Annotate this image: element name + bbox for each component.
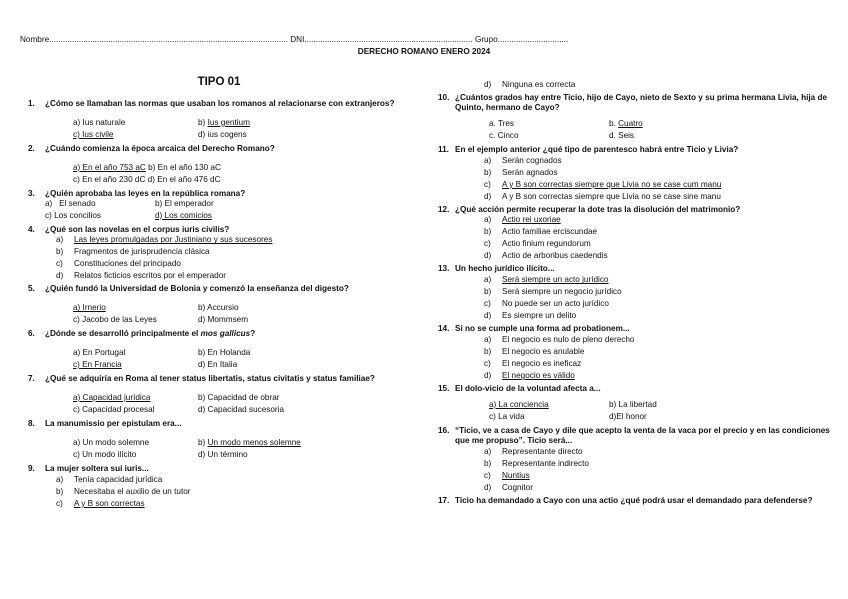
- question-3: 3. ¿Quién aprobaba las leyes en la república romana? a) El senado b) El emperador c) Los concilios d) Los comicios: [28, 189, 433, 223]
- question-text: ¿Qué acción permite recuperar la dote tras la disolución del matrimonio?: [455, 204, 741, 214]
- exam-subject: DERECHO ROMANO ENERO 2024: [357, 47, 491, 56]
- option[interactable]: a) Representante directo: [484, 446, 583, 456]
- option[interactable]: c) La vida: [489, 411, 525, 421]
- option[interactable]: b) Serán agnados: [484, 167, 558, 177]
- option[interactable]: a) En el año 753 aC: [73, 162, 146, 172]
- option[interactable]: d) Cognitor: [484, 482, 533, 492]
- question-14: 14. Si no se cumple una forma ad probationem... a) El negocio es nulo de pleno derecho b) El negocio es anulable c) El negocio es ineficaz d) El negocio es válido: [438, 324, 838, 382]
- option[interactable]: b) Representante indirecto: [484, 458, 589, 468]
- question-text: ¿Qué se adquiría en Roma al tener status libertatis, status civitatis y status familiae?: [45, 374, 375, 384]
- option[interactable]: c) No puede ser un acto jurídico: [484, 299, 609, 309]
- right-column: [438, 79, 838, 505]
- option[interactable]: d) Actio de arboribus caedendis: [484, 251, 608, 261]
- question-text: La mujer soltera sui iuris...: [45, 463, 149, 473]
- option[interactable]: a) Serán cognados: [484, 155, 562, 165]
- question-8: 8. La manumissio per epistulam era... a) Un modo solemne b) Un modo menos solemne c) Un modo ilícito d) Un término: [28, 419, 433, 462]
- question-11: 11. En el ejemplo anterior ¿qué tipo de parentesco habrá entre Ticio y Livia? a) Serán cognados b) Serán agnados c) A y B son correctas siempre que Livia no se case cum manu d) A y B son correctas siempre que Livia no se case sine manu: [438, 145, 838, 203]
- question-17: 17. Ticio ha demandado a Cayo con una actio ¿qué podrá usar el demandado para defenderse?: [438, 495, 813, 505]
- option[interactable]: d) Es siempre un delito: [484, 311, 577, 321]
- question-text: ¿Qué son las novelas en el corpus iuris civilis?: [45, 224, 230, 234]
- option[interactable]: c) En Francia: [73, 360, 122, 370]
- option[interactable]: b) Actio familiae erciscundae: [484, 227, 598, 237]
- option[interactable]: a) Será siempre un acto jurídico: [484, 275, 609, 285]
- option[interactable]: a) El senado: [45, 198, 96, 208]
- option[interactable]: a) Actio rei uxoriae: [484, 215, 561, 225]
- question-6: 6. ¿Dónde se desarrolló principalmente el mos gallicus? a) En Portugal b) En Holanda c) En Francia d) En Italia: [28, 329, 433, 372]
- option[interactable]: b) El emperador: [155, 198, 214, 208]
- question-text: Ticio ha demandado a Cayo con una actio ¿qué podrá usar el demandado para defenderse?: [455, 495, 813, 505]
- option[interactable]: d) Mommsem: [198, 315, 249, 325]
- option[interactable]: d) Capacidad sucesoria: [198, 404, 285, 414]
- option[interactable]: a) Ius naturale: [73, 117, 126, 127]
- option[interactable]: a) Un modo solemne: [73, 437, 149, 447]
- question-text: La manumissio per epistulam era...: [45, 418, 182, 428]
- option[interactable]: b) En el año 130 aC: [148, 162, 221, 172]
- question-12: 12. ¿Qué acción permite recuperar la dote tras la disolución del matrimonio? a) Actio rei uxoriae b) Actio familiae erciscundae c) Actio finium regundorum d) Actio de arboribus caedendis: [438, 205, 838, 263]
- question-7: 7. ¿Qué se adquiría en Roma al tener status libertatis, status civitatis y status familiae? a) Capacidad jurídica b) Capacidad de obrar c) Capacidad procesal d) Capacidad sucesoria: [28, 374, 433, 417]
- option[interactable]: d) En el año 476 dC: [147, 174, 221, 184]
- option[interactable]: a) La conciencia: [489, 399, 549, 409]
- option[interactable]: c) Actio finium regundorum: [484, 239, 591, 249]
- question-5: 5. ¿Quién fundó la Universidad de Bolonia y comenzó la enseñanza del digesto? a) Irnerio b) Accursio c) Jacobo de las Leyes d) Mommsem: [28, 284, 433, 327]
- option[interactable]: d. Seis: [609, 130, 635, 140]
- exam-type: TIPO 01: [197, 76, 241, 88]
- option[interactable]: a) El negocio es nulo de pleno derecho: [484, 335, 635, 345]
- option[interactable]: d) Un término: [198, 449, 248, 459]
- option[interactable]: c) En el año 230 dC: [73, 174, 146, 184]
- left-column: [28, 97, 433, 510]
- question-16: 16. “Ticio, ve a casa de Cayo y dile que acepto la venta de la vaca por el precio y en las condiciones que me propuso”. Ticio será... a) Representante directo b) Representante indirecto c) Nuntius d) Cognitor: [438, 426, 838, 494]
- option[interactable]: c) Constituciones del principado: [56, 259, 181, 269]
- option[interactable]: a) Capacidad jurídica: [73, 392, 151, 402]
- option[interactable]: b) Necesitaba el auxilio de un tutor: [56, 486, 191, 496]
- option[interactable]: d) ius cogens: [198, 129, 247, 139]
- option[interactable]: a. Tres: [489, 118, 515, 128]
- option[interactable]: c) Un modo ilícito: [73, 449, 137, 459]
- option[interactable]: b) Será siempre un negocio jurídico: [484, 287, 622, 297]
- option[interactable]: c) Capacidad procesal: [73, 404, 155, 414]
- header-line: Nombre......................................................................................................... DNI.......................................................................... Grupo...............................: [20, 35, 569, 44]
- option[interactable]: c) A y B son correctas siempre que Livia no se case cum manu: [484, 179, 722, 189]
- question-text: ¿Quién fundó la Universidad de Bolonia y comenzó la enseñanza del digesto?: [45, 284, 349, 294]
- option[interactable]: b) En Holanda: [198, 348, 251, 358]
- option[interactable]: c) Nuntius: [484, 470, 530, 480]
- question-text: ¿Quién aprobaba las leyes en la república romana?: [45, 188, 246, 198]
- question-text: “Ticio, ve a casa de Cayo y dile que acepto la venta de la vaca por el precio y en las condiciones que me propuso”. Ticio será...: [455, 425, 830, 445]
- question-text: El dolo-vicio de la voluntad afecta a...: [455, 384, 601, 394]
- option[interactable]: a) Irnerio: [73, 303, 106, 313]
- question-1: 1. ¿Cómo se llamaban las normas que usaban los romanos al relacionarse con extranjeros? a) Ius naturale b) Ius gentium c) Ius civile d) ius cogens: [28, 99, 433, 142]
- question-10: 10. ¿Cuántos grados hay entre Ticio, hijo de Cayo, nieto de Sexto y su prima hermana Livia, hija de Quinto, hermano de Cayo? a. Tres b. Cuatro c. Cinco d. Seis: [438, 93, 838, 143]
- option[interactable]: b) Accursio: [198, 303, 239, 313]
- option[interactable]: c) Jacobo de las Leyes: [73, 315, 157, 325]
- option[interactable]: c) El negocio es ineficaz: [484, 359, 582, 369]
- option[interactable]: b) Fragmentos de jurisprudencia clásica: [56, 247, 210, 257]
- option[interactable]: a) Tenía capacidad jurídica: [56, 474, 163, 484]
- option[interactable]: d) A y B son correctas siempre que Livia no se case sine manu: [484, 191, 721, 201]
- option[interactable]: b) Un modo menos solemne: [198, 437, 301, 447]
- question-text: Si no se cumple una forma ad probationem...: [455, 324, 630, 334]
- option[interactable]: c) Los concilios: [45, 210, 101, 220]
- option[interactable]: c) A y B son correctas: [56, 498, 145, 508]
- option[interactable]: b) Capacidad de obrar: [198, 392, 280, 402]
- question-2: 2. ¿Cuándo comienza la época arcaica del Derecho Romano? a) En el año 753 aC b) En el año 130 aC c) En el año 230 dC d) En el año 476 dC: [28, 143, 275, 184]
- question-15: 15. El dolo-vicio de la voluntad afecta a... a) La conciencia b) La libertad c) La vida d)El honor: [438, 384, 838, 424]
- option[interactable]: d)El honor: [609, 411, 647, 421]
- option[interactable]: b) Ius gentium: [198, 117, 250, 127]
- option[interactable]: d) Relatos ficticios escritos por el emperador: [56, 271, 226, 281]
- option[interactable]: a) Las leyes promulgadas por Justiniano y sus sucesores: [56, 235, 273, 245]
- question-text: ¿Cuándo comienza la época arcaica del Derecho Romano?: [45, 143, 275, 153]
- question-text: En el ejemplo anterior ¿qué tipo de parentesco habrá entre Ticio y Livia?: [455, 144, 739, 154]
- option[interactable]: d) Ninguna es correcta: [484, 80, 576, 90]
- question-text: ¿Dónde se desarrolló principalmente el mos gallicus?: [45, 329, 256, 339]
- option[interactable]: c) Ius civile: [73, 129, 114, 139]
- question-13: 13. Un hecho jurídico ilícito... a) Será siempre un acto jurídico b) Será siempre un negocio jurídico c) No puede ser un acto jurídico d) Es siempre un delito: [438, 264, 838, 322]
- question-text: ¿Cómo se llamaban las normas que usaban los romanos al relacionarse con extranjeros?: [45, 99, 395, 108]
- option[interactable]: b. Cuatro: [609, 118, 643, 128]
- question-4: 4. ¿Qué son las novelas en el corpus iuris civilis? a) Las leyes promulgadas por Justiniano y sus sucesores b) Fragmentos de jurisprudencia clásica c) Constituciones del principado d) Relatos ficticios escritos por el emperador: [28, 225, 433, 283]
- question-text: ¿Cuántos grados hay entre Ticio, hijo de Cayo, nieto de Sexto y su prima hermana Livia, hija de Quinto, hermano de Cayo?: [455, 93, 828, 112]
- option[interactable]: b) La libertad: [609, 399, 657, 409]
- option[interactable]: d) El negocio es válido: [484, 371, 575, 381]
- option[interactable]: d) En Italia: [198, 360, 238, 370]
- option[interactable]: b) El negocio es anulable: [484, 347, 585, 357]
- option[interactable]: d) Los comicios: [155, 210, 212, 220]
- question-text: Un hecho jurídico ilícito...: [455, 264, 555, 274]
- option[interactable]: a) En Portugal: [73, 348, 126, 358]
- option[interactable]: c. Cinco: [489, 130, 519, 140]
- question-9: 9. La mujer soltera sui iuris... a) Tenía capacidad jurídica b) Necesitaba el auxilio de un tutor c) A y B son correctas: [28, 464, 433, 510]
